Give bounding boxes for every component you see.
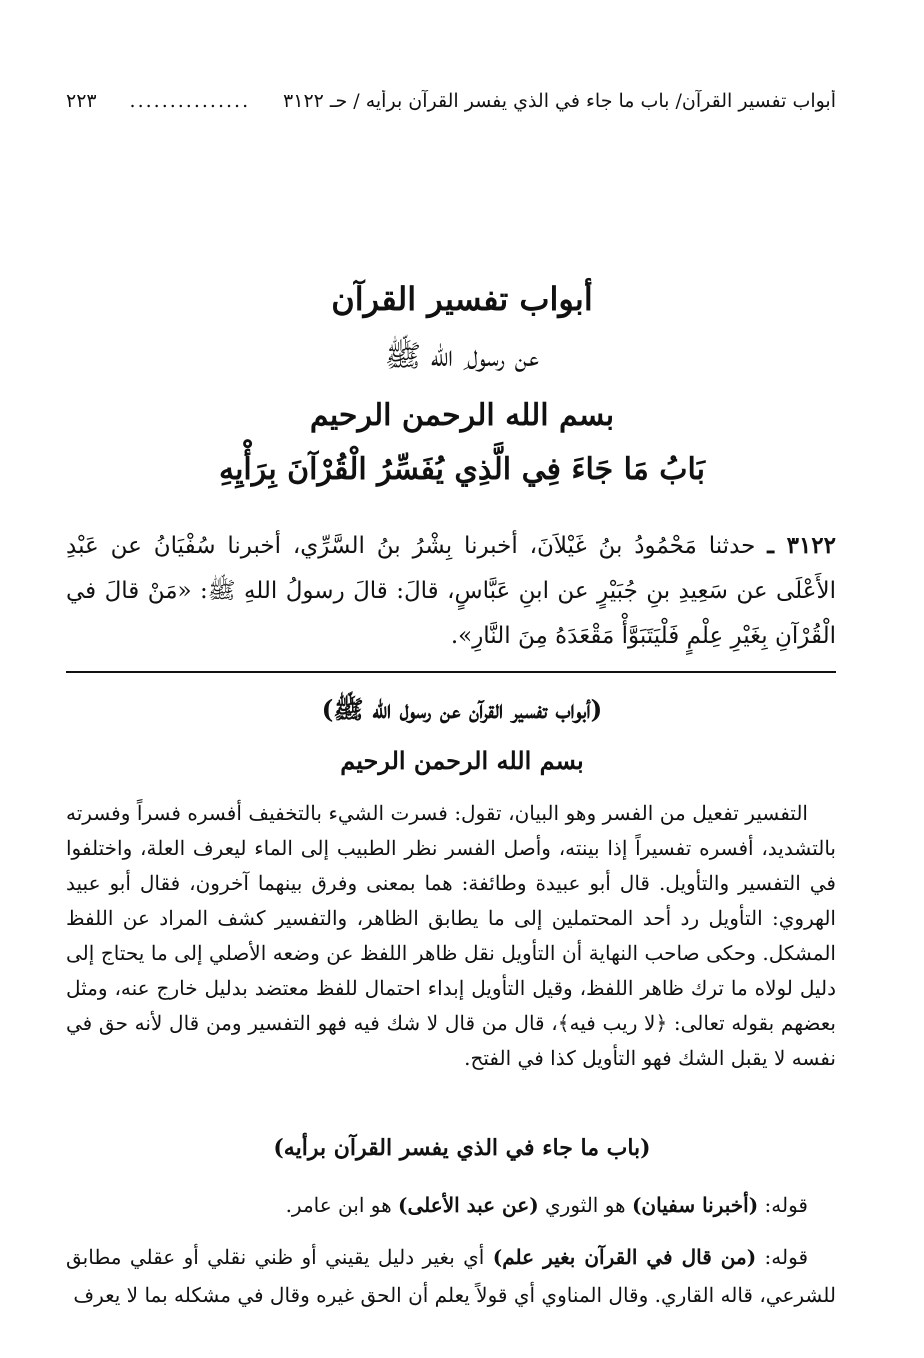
divider-rule xyxy=(66,671,836,673)
hadith-text xyxy=(66,523,836,659)
note-text: أي بغير دليل يقيني أو ظني نقلي أو عقلي مطابق للشرعي، قاله القاري. وقال المناوي أي قولاً يعلم أن الحق غيره وقال في مشكله بما لا يعرف xyxy=(66,1245,836,1307)
note-quote: (أخبرنا سفيان) xyxy=(631,1193,759,1217)
page-number: ٢٢٣ xyxy=(66,90,97,112)
section-subtitle: عن رسول ِ الله ﷺ xyxy=(384,339,540,374)
note-quote: (عن عبد الأعلى) xyxy=(398,1193,539,1217)
note-lead: قوله: xyxy=(756,1245,808,1269)
section-title: أبواب تفسير القرآن xyxy=(331,280,593,318)
basmala: بسم الله الرحمن الرحيم xyxy=(309,398,615,433)
commentary-title: (أبواب تفسير القرآن عن رسول الله ﷺ) xyxy=(321,695,603,724)
note-text: هو الثوري xyxy=(538,1193,632,1217)
hadith-body: حدثنا مَحْمُودُ بنُ غَيْلاَنَ، أخبرنا بِشْرُ بنُ السَّرِّي، أخبرنا سُفْيَانُ عن عَبْدِ الأَعْلَى عن سَعِيدِ بنِ جُبَيْرٍ عن ابنِ عَبَّاسٍ، قالَ: قالَ رسولُ اللهِ ﷺ: «مَنْ قالَ في الْقُرْآنِ بِغَيْرِ عِلْمٍ فَلْيَتَبَوَّأْ مَقْعَدَهُ مِنَ النَّارِ». xyxy=(66,533,836,649)
hadith-number: ٣١٢٢ ـ xyxy=(767,532,837,559)
running-title: أبواب تفسير القرآن/ باب ما جاء في الذي يفسر القرآن برأيه / حـ ٣١٢٢ xyxy=(283,90,836,112)
running-header xyxy=(66,90,836,112)
commentary-basmala: بسم الله الرحمن الرحيم xyxy=(340,746,584,775)
chapter-title: بَابُ مَا جَاءَ فِي الَّذِي يُفَسِّرُ الْقُرْآنَ بِرَأْيِهِ xyxy=(219,452,705,487)
commentary-chapter-title: (باب ما جاء في الذي يفسر القرآن برأيه) xyxy=(273,1135,651,1161)
note-lead: قوله: xyxy=(758,1193,808,1217)
note-quote: (من قال في القرآن بغير علم) xyxy=(492,1245,757,1269)
note-text: هو ابن عامر. xyxy=(285,1193,398,1217)
header-leader-dots: ............... xyxy=(129,90,251,112)
commentary-note-2 xyxy=(66,1238,836,1314)
commentary-paragraph: التفسير تفعيل من الفسر وهو البيان، تقول: فسرت الشيء بالتخفيف أفسره فسراً وفسرته بالتشديد، أفسره تفسيراً إذا بينته، وأصل الفسر نظر الطبيب إلى الماء ليعرف العلة، واختلفوا في التفسير والتأويل. قال أبو عبيدة وطائفة: هما بمعنى وفرق بينهما آخرون، فقال أبو عبيد الهروي: التأويل رد أحد المحتملين إلى ما يطابق الظاهر، والتفسير كشف المراد عن اللفظ المشكل. وحكى صاحب النهاية أن التأويل نقل ظاهر اللفظ عن وضعه الأصلي إلى ما يحتاج إلى دليل لولاه ما ترك ظاهر اللفظ، وقيل التأويل إبداء احتمال للفظ معتضد بدليل خارج عنه، ومثل بعضهم بقوله تعالى: ﴿لا ريب فيه﴾، قال من قال لا شك فيه فهو التفسير ومن قال لأنه حق في نفسه لا يقبل الشك فهو التأويل كذا في الفتح. xyxy=(66,801,836,1070)
commentary-note-1 xyxy=(66,1188,836,1223)
